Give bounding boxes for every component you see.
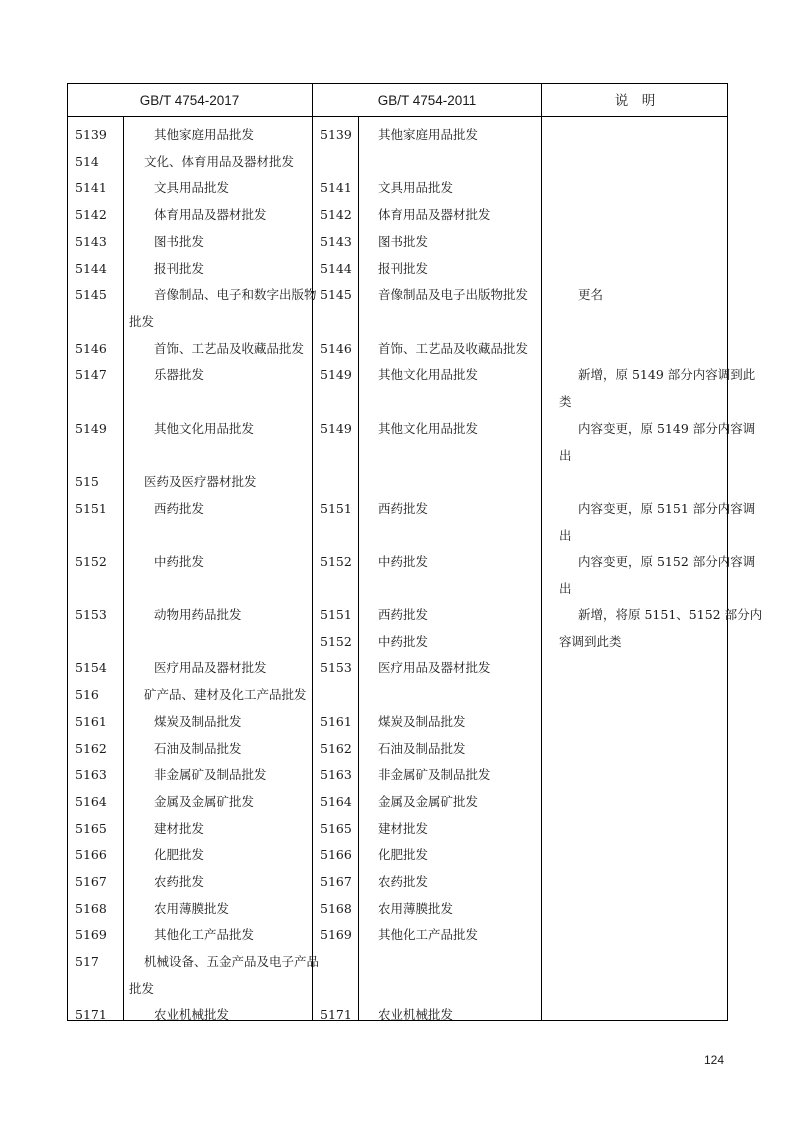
divider-2011-notes: [541, 83, 542, 1021]
name-2017: [129, 282, 317, 336]
code-2017: 5147: [75, 367, 107, 382]
code-2011: 5151: [320, 607, 352, 622]
name-2011: 体育用品及器材批发: [378, 207, 491, 222]
name-2017: [154, 496, 204, 523]
code-2017: 5142: [75, 207, 107, 222]
name-2017-line: 医疗用品及器材批发: [154, 660, 267, 675]
note-line: 更名: [578, 287, 604, 302]
code-2011: 5151: [320, 501, 352, 516]
name-2011: 其他家庭用品批发: [378, 127, 479, 142]
name-2017-line: 其他家庭用品批发: [154, 127, 255, 142]
code-2017: 516: [75, 687, 99, 702]
code-2011: 5165: [320, 821, 352, 836]
name-2017: [154, 122, 254, 149]
note: [560, 602, 762, 656]
name-2011: 西药批发: [378, 607, 429, 622]
note: [560, 549, 755, 603]
name-2017-line: 文化、体育用品及器材批发: [144, 154, 295, 169]
code-2011: 5139: [320, 127, 352, 142]
code-2011: 5169: [320, 927, 352, 942]
name-2017: [154, 175, 229, 202]
code-2017: 5143: [75, 234, 107, 249]
code-2011: 5153: [320, 660, 352, 675]
name-2017-line: 化肥批发: [154, 847, 205, 862]
code-2017: 5146: [75, 341, 107, 356]
code-2011: 5152: [320, 554, 352, 569]
name-2017: [154, 922, 254, 949]
note: [560, 282, 603, 309]
note-line: 内容变更，原 5151 部分内容调: [578, 501, 756, 516]
code-2017: 5168: [75, 901, 107, 916]
header-notes: 说 明: [614, 93, 656, 108]
code-2011: 5161: [320, 714, 352, 729]
name-2017: [154, 842, 204, 869]
name-2017: [154, 789, 254, 816]
name-2011: 图书批发: [378, 234, 429, 249]
code-2017: 5163: [75, 767, 107, 782]
name-2011: 非金属矿及制品批发: [378, 767, 491, 782]
code-2011: 5145: [320, 287, 352, 302]
code-2011: 5144: [320, 261, 352, 276]
name-2011: 文具用品批发: [378, 180, 454, 195]
name-2017: [154, 202, 267, 229]
name-2017-line: 报刊批发: [154, 261, 205, 276]
code-2017: 5144: [75, 261, 107, 276]
name-2017-line: 文具用品批发: [154, 180, 230, 195]
name-2017: [154, 709, 242, 736]
code-2017: 5165: [75, 821, 107, 836]
name-2011: 医疗用品及器材批发: [378, 660, 491, 675]
note-line: 出: [559, 527, 572, 543]
name-2017-line: 其他文化用品批发: [154, 421, 255, 436]
name-2017: [154, 549, 204, 576]
code-2017: 5141: [75, 180, 107, 195]
code-2011: 5142: [320, 207, 352, 222]
name-2017: [154, 362, 204, 389]
header-gbt-2011: GB/T 4754-2011: [377, 93, 477, 108]
name-2011: 首饰、工艺品及收藏品批发: [378, 341, 529, 356]
name-2017-line: 体育用品及器材批发: [154, 207, 267, 222]
name-2017-line: 中药批发: [154, 554, 205, 569]
name-2017-line: 建材批发: [154, 821, 205, 836]
name-2011: 其他化工产品批发: [378, 927, 479, 942]
code-2017: 5149: [75, 421, 107, 436]
name-2017-line: 矿产品、建材及化工产品批发: [144, 687, 307, 702]
name-2011: 煤炭及制品批发: [378, 714, 466, 729]
name-2017-line: 音像制品、电子和数字出版物: [154, 287, 317, 302]
code-2011: 5171: [320, 1007, 352, 1022]
code-2011: 5167: [320, 874, 352, 889]
name-2011: 其他文化用品批发: [378, 421, 479, 436]
code-2017: 5167: [75, 874, 107, 889]
name-2011: 农药批发: [378, 874, 429, 889]
note: [560, 496, 755, 550]
code-2011: 5146: [320, 341, 352, 356]
name-2017: [154, 736, 242, 763]
code-2017: 5166: [75, 847, 107, 862]
note: [560, 362, 755, 416]
note-line: 出: [559, 580, 572, 596]
name-2011: 农用薄膜批发: [378, 901, 454, 916]
page-number: 124: [703, 1053, 724, 1067]
name-2017: [154, 655, 267, 682]
divider-2017-2011: [312, 83, 313, 1021]
code-2017: 5145: [75, 287, 107, 302]
name-2017: [144, 682, 307, 709]
name-2017: [144, 149, 294, 176]
code-2017: 515: [75, 474, 99, 489]
name-2017-line: 农用薄膜批发: [154, 901, 230, 916]
name-2011: 建材批发: [378, 821, 429, 836]
code-2011: 5149: [320, 367, 352, 382]
name-2017: [154, 1002, 229, 1029]
note-line: 新增，将原 5151、5152 部分内: [578, 607, 763, 622]
code-2017: 5171: [75, 1007, 107, 1022]
name-2011: 石油及制品批发: [378, 741, 466, 756]
code-2017: 5169: [75, 927, 107, 942]
name-2011: 农业机械批发: [378, 1007, 454, 1022]
code-2011: 5152: [320, 634, 352, 649]
name-2011: 西药批发: [378, 501, 429, 516]
name-2017-line: 农药批发: [154, 874, 205, 889]
code-2017: 5162: [75, 741, 107, 756]
name-2017-line: 金属及金属矿批发: [154, 794, 255, 809]
name-2011: 金属及金属矿批发: [378, 794, 479, 809]
code-2017: 5164: [75, 794, 107, 809]
name-2011: 中药批发: [378, 554, 429, 569]
name-2017: [154, 762, 267, 789]
name-2017: [154, 336, 304, 363]
note: [560, 416, 755, 470]
code-2017: 5154: [75, 660, 107, 675]
note-line: 类: [559, 393, 572, 409]
note-line: 内容变更，原 5152 部分内容调: [578, 554, 756, 569]
code-2011: 5162: [320, 741, 352, 756]
table-header: [67, 83, 728, 117]
name-2017: [154, 602, 242, 629]
name-2017-line: 首饰、工艺品及收藏品批发: [154, 341, 305, 356]
name-2011: 化肥批发: [378, 847, 429, 862]
name-2017: [154, 229, 204, 256]
name-2017-line: 动物用药品批发: [154, 607, 242, 622]
divider-code-name-2011: [358, 117, 359, 1021]
name-2017: [154, 816, 204, 843]
name-2017-line: 批发: [129, 980, 155, 996]
code-2011: 5163: [320, 767, 352, 782]
name-2011: 报刊批发: [378, 261, 429, 276]
code-2017: 514: [75, 154, 99, 169]
name-2017-line: 医药及医疗器材批发: [144, 474, 257, 489]
name-2017-line: 非金属矿及制品批发: [154, 767, 267, 782]
code-2011: 5149: [320, 421, 352, 436]
name-2017-line: 机械设备、五金产品及电子产品: [144, 954, 320, 969]
name-2011: 音像制品及电子出版物批发: [378, 287, 529, 302]
note-line: 内容变更，原 5149 部分内容调: [578, 421, 756, 436]
name-2017-line: 乐器批发: [154, 367, 205, 382]
name-2017: [154, 869, 204, 896]
code-2011: 5168: [320, 901, 352, 916]
name-2017: [144, 469, 257, 496]
name-2017-line: 农业机械批发: [154, 1007, 230, 1022]
code-2017: 5153: [75, 607, 107, 622]
name-2017: [154, 256, 204, 283]
name-2017-line: 西药批发: [154, 501, 205, 516]
name-2017-line: 图书批发: [154, 234, 205, 249]
name-2011: 其他文化用品批发: [378, 367, 479, 382]
code-2017: 5161: [75, 714, 107, 729]
code-2011: 5164: [320, 794, 352, 809]
code-2011: 5166: [320, 847, 352, 862]
name-2017: [154, 896, 229, 923]
code-2011: 5141: [320, 180, 352, 195]
name-2017-line: 煤炭及制品批发: [154, 714, 242, 729]
code-2011: 5143: [320, 234, 352, 249]
note-line: 新增，原 5149 部分内容调到此: [578, 367, 756, 382]
note-line: 容调到此类: [559, 633, 622, 649]
name-2017: [154, 416, 254, 443]
name-2017-line: 批发: [129, 313, 155, 329]
code-2017: 517: [75, 954, 99, 969]
code-2017: 5151: [75, 501, 107, 516]
code-2017: 5152: [75, 554, 107, 569]
note-line: 出: [559, 447, 572, 463]
code-2017: 5139: [75, 127, 107, 142]
header-gbt-2017: GB/T 4754-2017: [139, 93, 240, 108]
divider-code-name-2017: [123, 117, 124, 1021]
name-2017: [129, 949, 320, 1003]
name-2017-line: 石油及制品批发: [154, 741, 242, 756]
name-2017-line: 其他化工产品批发: [154, 927, 255, 942]
name-2011: 中药批发: [378, 634, 429, 649]
